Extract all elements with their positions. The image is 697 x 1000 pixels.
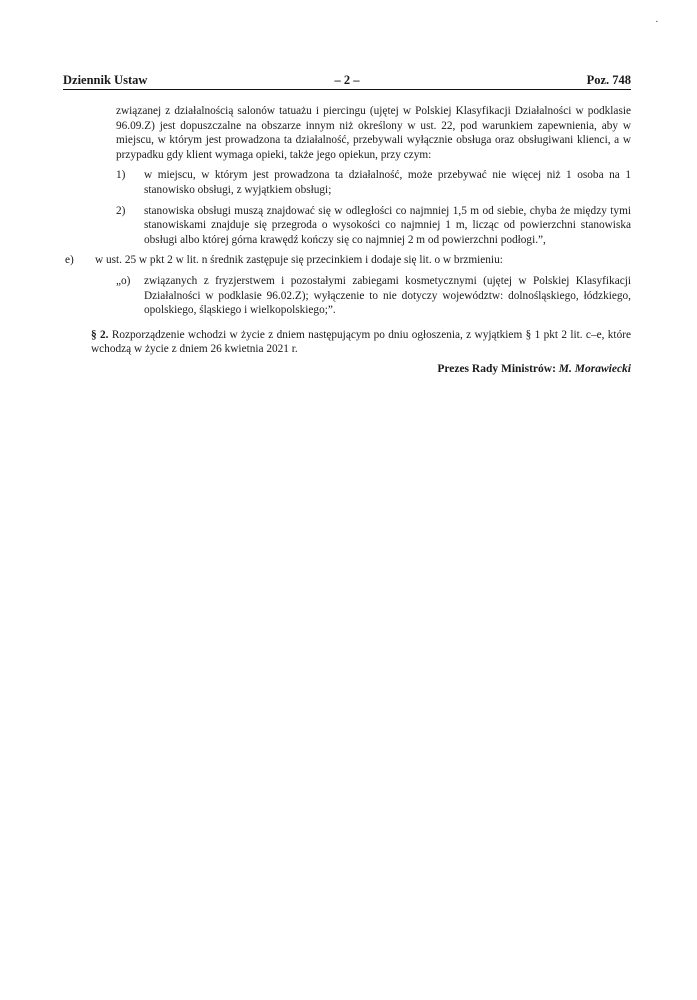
page-number: – 2 – bbox=[334, 73, 360, 87]
sub-item-text: związanych z fryzjerstwem i pozostałymi zabiegami kosmetycznymi (ujętej w Polskiej Klasyfikacji Działalności w podklasie 96.02.Z); wyłączenie to nie dotyczy województw: dolnośląskiego, łódzkiego, opolskiego, śląskiego i wielkopolskiego;”. bbox=[144, 274, 631, 317]
header-rule bbox=[63, 89, 631, 90]
list-item-number: 2) bbox=[116, 204, 126, 217]
letter-item-e bbox=[65, 253, 631, 268]
list-item-text: w miejscu, w którym jest prowadzona ta działalność, może przebywać nie więcej niż 1 osoba na 1 stanowisko obsługi, z wyjątkiem obsługi; bbox=[144, 169, 631, 196]
position-number: Poz. 748 bbox=[586, 73, 631, 87]
list-item-1 bbox=[116, 168, 631, 197]
list-item-text: stanowiska obsługi muszą znajdować się w odległości co najmniej 1,5 m od siebie, chyba że między tymi stanowiskami znajduje się przegroda o wysokości co najmniej 1 m, licząc od powierzchni stanowiska obsługi albo której górna krawędź kończy się co najmniej 2 m od powierzchni podłogi.”, bbox=[144, 204, 631, 246]
signature-title: Prezes Rady Ministrów: bbox=[437, 363, 556, 375]
document-body bbox=[63, 104, 631, 357]
section-2-label: § 2. bbox=[91, 328, 109, 341]
section-2-text: Rozporządzenie wchodzi w życie z dniem następującym po dniu ogłoszenia, z wyjątkiem § 1 pkt 2 lit. c–e, które wchodzą w życie z dniem 26 kwietnia 2021 r. bbox=[91, 328, 631, 356]
corner-mark: · bbox=[655, 16, 659, 28]
section-2-paragraph bbox=[91, 328, 631, 357]
journal-title: Dziennik Ustaw bbox=[63, 73, 148, 87]
sub-item-number: „o) bbox=[116, 274, 131, 287]
intro-paragraph: związanej z działalnością salonów tatuażu i piercingu (ujętej w Polskiej Klasyfikacji Działalności w podklasie 96.09.Z) jest dopuszczalne na obszarze innym niż określony w ust. 22, pod warunkiem zapewnienia, aby w miejscu, w którym jest prowadzona ta działalność, przebywali wyłącznie obsługa oraz obsługiwani klienci, a w przypadku gdy klient wymaga opieki, także jego opiekun, przy czym: bbox=[116, 105, 631, 161]
letter-text: w ust. 25 w pkt 2 w lit. n średnik zastępuje się przecinkiem i dodaje się lit. o w brzmieniu: bbox=[95, 254, 503, 267]
signature-name: M. Morawiecki bbox=[558, 363, 631, 375]
sub-item-o bbox=[116, 274, 631, 318]
list-item-number: 1) bbox=[116, 169, 126, 182]
page-header bbox=[63, 68, 631, 90]
signature-block bbox=[437, 363, 631, 375]
list-item-2 bbox=[116, 204, 631, 248]
letter-label: e) bbox=[65, 254, 74, 267]
